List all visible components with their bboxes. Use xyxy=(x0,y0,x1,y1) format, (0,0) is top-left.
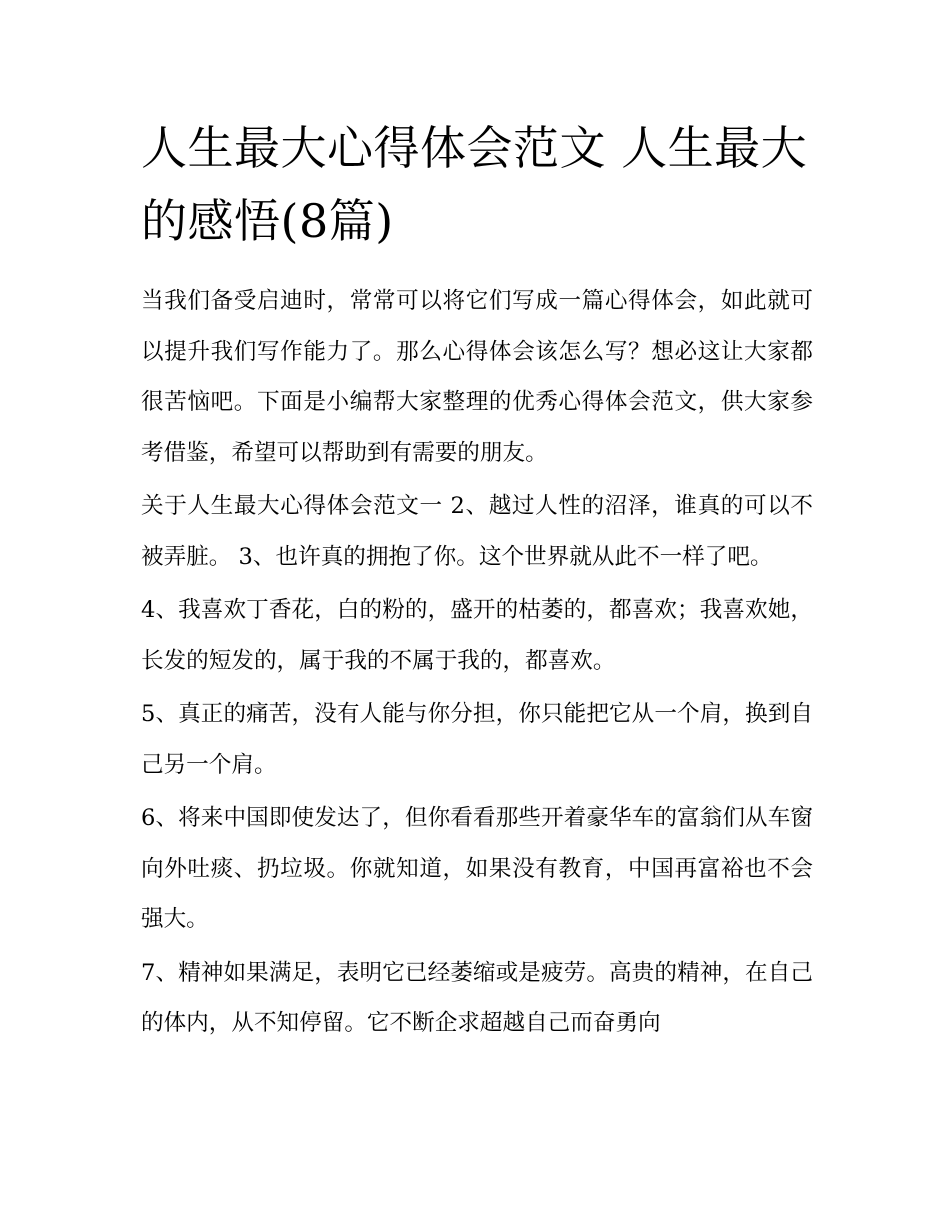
intro-paragraph: 当我们备受启迪时，常常可以将它们写成一篇心得体会，如此就可以提升我们写作能力了。那么心得体会该怎么写？想必这让大家都很苦恼吧。下面是小编帮大家整理的优秀心得体会范文，供大家参考借鉴，希望可以帮助到有需要的朋友。 xyxy=(141,288,813,466)
paragraph: 4、我喜欢丁香花，白的粉的，盛开的枯萎的，都喜欢；我喜欢她，长发的短发的，属于我的不属于我的，都喜欢。 xyxy=(141,597,813,674)
document-body xyxy=(141,112,813,1052)
paragraph: 7、精神如果满足，表明它已经萎缩或是疲劳。高贵的精神，在自己的体内，从不知停留。它不断企求超越自己而奋勇向 xyxy=(141,959,813,1036)
paragraph: 6、将来中国即使发达了，但你看看那些开着豪华车的富翁们从车窗向外吐痰、扔垃圾。你就知道，如果没有教育，中国再富裕也不会强大。 xyxy=(141,805,813,932)
paragraph: 5、真正的痛苦，没有人能与你分担，你只能把它从一个肩，换到自己另一个肩。 xyxy=(141,701,813,778)
paragraph: 关于人生最大心得体会范文一 2、越过人性的沼泽，谁真的可以不被弄脏。 3、也许真的拥抱了你。这个世界就从此不一样了吧。 xyxy=(141,493,813,570)
document-title: 人生最大心得体会范文 人生最大的感悟(8篇) xyxy=(141,121,808,248)
